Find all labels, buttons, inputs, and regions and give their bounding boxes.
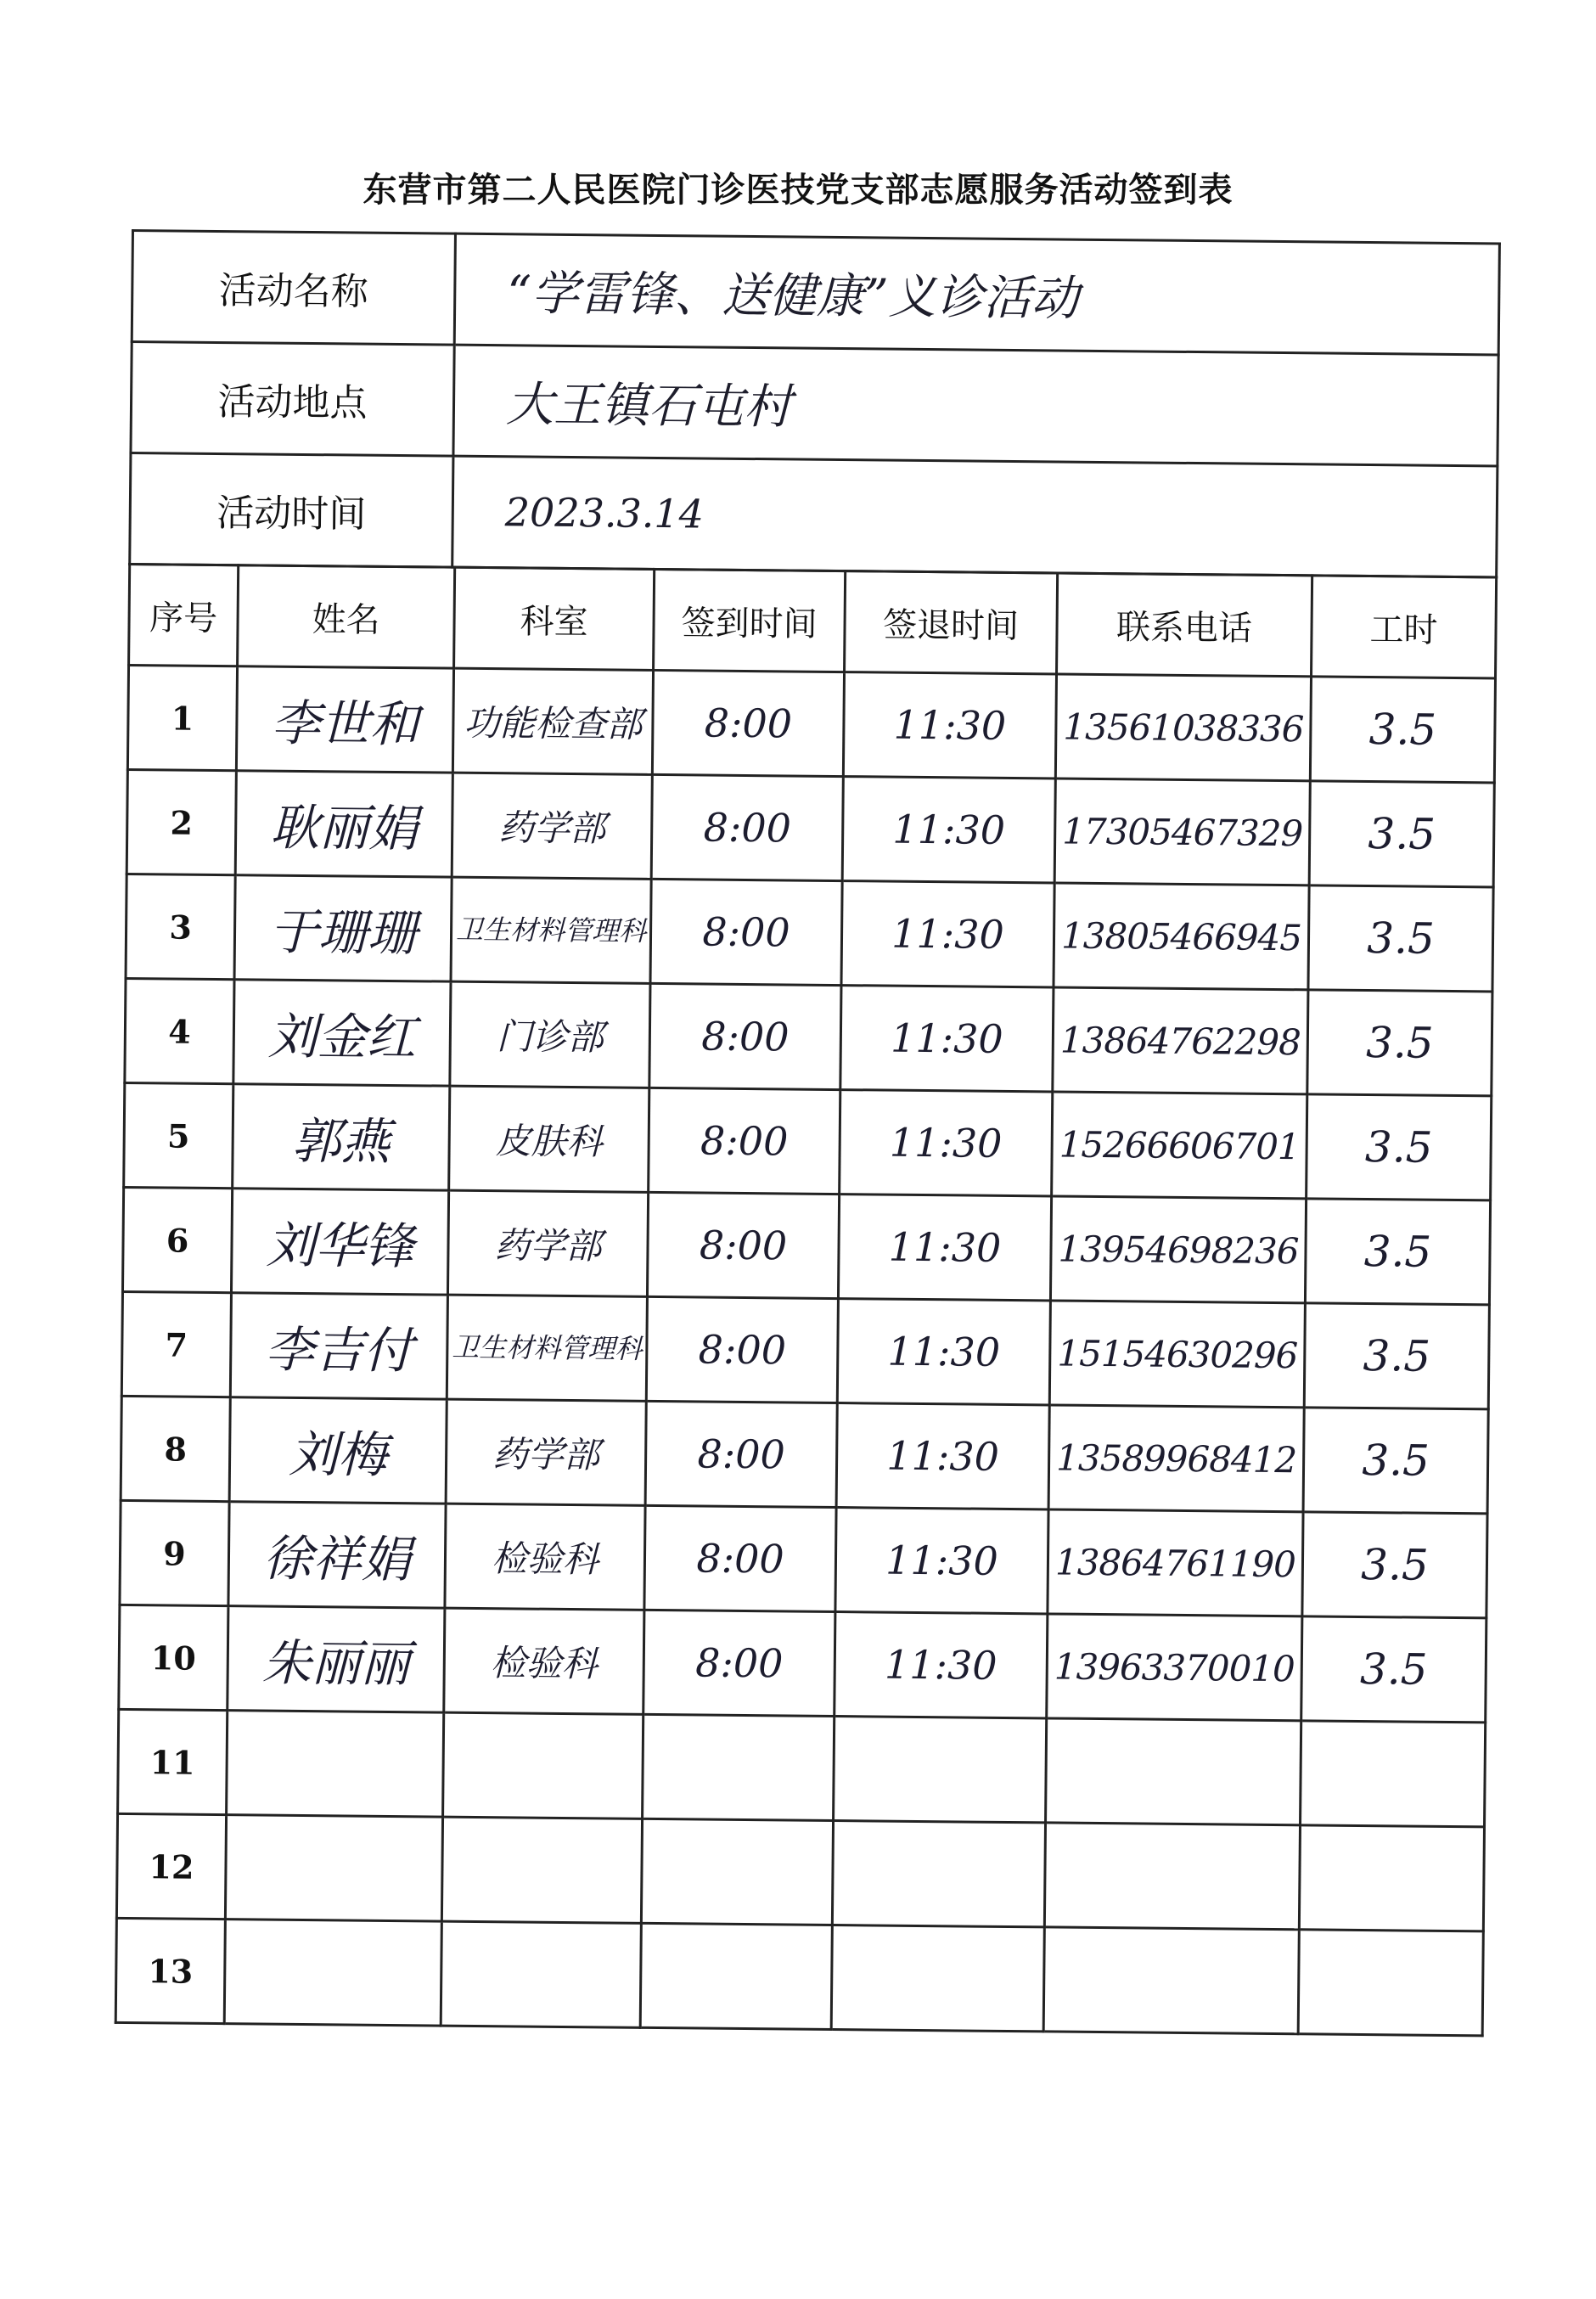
signout-time-cell: 11:30: [843, 672, 1056, 779]
row-index-cell: 10: [119, 1605, 228, 1710]
signout-time-cell: 11:30: [842, 777, 1055, 883]
volunteer-name-cell: 郭燕: [233, 1084, 450, 1190]
phone-number-cell: 15154630296: [1049, 1301, 1305, 1408]
work-hours-cell: 3.5: [1305, 1199, 1490, 1305]
signin-time-cell: 8:00: [650, 879, 842, 985]
department-cell: 功能检查部: [452, 668, 653, 774]
department-cell: 药学部: [452, 773, 652, 879]
phone-number-cell: 13805466945: [1054, 883, 1309, 990]
signin-time-cell: 8:00: [649, 1088, 840, 1194]
phone-number-cell: 13954698236: [1050, 1196, 1306, 1303]
row-index-cell: 2: [126, 769, 236, 874]
header-signout-time: 签退时间: [845, 571, 1058, 674]
phone-number-cell: 13561038336: [1055, 674, 1311, 781]
signout-time-cell: 11:30: [837, 1299, 1050, 1405]
volunteer-name-cell: [224, 1920, 441, 2026]
department-cell: 门诊部: [450, 981, 650, 1088]
signin-time-cell: 8:00: [652, 670, 844, 776]
signin-time-cell: [640, 1923, 832, 2029]
volunteer-name-cell: 刘金红: [233, 980, 451, 1086]
department-cell: 检验科: [444, 1608, 644, 1714]
volunteer-name-cell: 李吉付: [230, 1293, 447, 1399]
department-cell: 检验科: [445, 1504, 645, 1610]
row-index-cell: 13: [115, 1918, 225, 2023]
row-index-cell: 1: [127, 665, 237, 770]
department-cell: [441, 1817, 642, 1923]
header-department: 科室: [454, 567, 655, 670]
signin-time-cell: 8:00: [649, 983, 841, 1089]
signout-time-cell: 11:30: [838, 1194, 1051, 1301]
table-row: [115, 1918, 1483, 2035]
table-row: [126, 874, 1493, 991]
signout-time-cell: [834, 1717, 1047, 1823]
volunteer-name-cell: 朱丽丽: [228, 1606, 445, 1712]
activity-time-row: [130, 453, 1498, 577]
activity-location-row: [131, 342, 1498, 466]
department-cell: [443, 1712, 643, 1818]
table-row: [120, 1500, 1487, 1617]
activity-location-label: 活动地点: [131, 342, 454, 457]
phone-number-cell: 17305467329: [1054, 779, 1310, 885]
signout-time-cell: 11:30: [840, 1090, 1053, 1196]
phone-number-cell: [1043, 1927, 1299, 2034]
department-cell: 卫生材料管理科: [447, 1295, 647, 1401]
department-cell: [441, 1921, 641, 2027]
header-signin-time: 签到时间: [654, 569, 846, 672]
activity-name-row: [132, 231, 1499, 355]
table-row: [118, 1709, 1486, 1826]
activity-name-value: “学雷锋、送健康”义诊活动: [454, 233, 1499, 355]
table-row: [119, 1605, 1486, 1722]
volunteer-name-cell: [225, 1815, 442, 1921]
signin-table: [115, 563, 1498, 2037]
work-hours-cell: 3.5: [1308, 885, 1493, 992]
table-row: [121, 1291, 1489, 1408]
signin-time-cell: 8:00: [644, 1505, 836, 1611]
row-index-cell: 9: [120, 1500, 229, 1605]
table-row: [121, 1396, 1488, 1513]
document-title: 东营市第二人民医院门诊医技党支部志愿服务活动签到表: [362, 170, 1234, 210]
row-index-cell: 11: [118, 1709, 228, 1814]
signout-time-cell: [832, 1821, 1045, 1927]
table-row: [122, 1187, 1490, 1304]
table-row: [124, 1082, 1492, 1200]
work-hours-cell: 3.5: [1310, 677, 1495, 783]
header-hours: 工时: [1312, 576, 1497, 678]
phone-number-cell: 13864761190: [1048, 1509, 1303, 1616]
row-index-cell: 7: [121, 1291, 231, 1397]
volunteer-name-cell: [227, 1711, 444, 1817]
phone-number-cell: 15266606701: [1052, 1092, 1307, 1199]
signin-time-cell: 8:00: [645, 1401, 837, 1507]
work-hours-cell: 3.5: [1303, 1408, 1488, 1514]
phone-number-cell: 13963370010: [1047, 1614, 1302, 1721]
phone-number-cell: 13864762298: [1053, 987, 1308, 1094]
signin-form: [115, 229, 1498, 2037]
signin-time-cell: 8:00: [643, 1610, 835, 1716]
table-row: [116, 1813, 1484, 1931]
activity-info-table: [128, 229, 1501, 578]
table-row: [127, 665, 1495, 782]
work-hours-cell: 3.5: [1302, 1512, 1487, 1618]
signout-time-cell: 11:30: [835, 1612, 1048, 1718]
department-cell: 卫生材料管理科: [451, 877, 651, 983]
signout-time-cell: 11:30: [836, 1403, 1049, 1509]
phone-number-cell: 13589968412: [1048, 1405, 1304, 1512]
signout-time-cell: 11:30: [841, 881, 1054, 987]
header-name: 姓名: [238, 565, 455, 668]
header-index: 序号: [129, 564, 239, 666]
work-hours-cell: 3.5: [1304, 1303, 1489, 1409]
table-row: [126, 769, 1494, 886]
work-hours-cell: 3.5: [1301, 1616, 1486, 1723]
table-row: [125, 978, 1492, 1095]
activity-time-value: 2023.3.14: [452, 456, 1498, 577]
work-hours-cell: 3.5: [1307, 990, 1492, 1096]
signin-time-cell: [643, 1714, 835, 1820]
work-hours-cell: [1299, 1825, 1484, 1931]
signout-time-cell: [831, 1925, 1044, 2032]
volunteer-name-cell: 李世和: [236, 666, 453, 773]
volunteer-name-cell: 耿丽娟: [235, 771, 452, 877]
activity-name-label: 活动名称: [132, 231, 455, 346]
department-cell: 药学部: [446, 1399, 646, 1505]
signin-time-cell: 8:00: [651, 774, 843, 880]
volunteer-name-cell: 于珊珊: [234, 875, 452, 981]
signout-time-cell: 11:30: [835, 1508, 1048, 1614]
volunteer-name-cell: 刘梅: [229, 1397, 447, 1504]
signout-time-cell: 11:30: [840, 986, 1054, 1092]
row-index-cell: 4: [125, 978, 234, 1083]
row-index-cell: 3: [126, 874, 235, 979]
work-hours-cell: [1301, 1721, 1486, 1827]
row-index-cell: 6: [122, 1187, 232, 1292]
table-header-row: [129, 564, 1497, 677]
activity-location-value: 大王镇石屯村: [453, 345, 1498, 466]
row-index-cell: 8: [121, 1396, 230, 1501]
activity-time-label: 活动时间: [130, 453, 453, 568]
signin-time-cell: 8:00: [647, 1192, 839, 1298]
phone-number-cell: [1046, 1718, 1301, 1825]
work-hours-cell: 3.5: [1307, 1094, 1492, 1200]
volunteer-name-cell: 徐祥娟: [228, 1502, 446, 1608]
department-cell: 药学部: [447, 1190, 648, 1296]
signin-time-cell: 8:00: [646, 1296, 838, 1402]
phone-number-cell: [1044, 1823, 1300, 1930]
work-hours-cell: 3.5: [1309, 781, 1494, 887]
department-cell: 皮肤科: [449, 1086, 649, 1192]
row-index-cell: 12: [116, 1813, 226, 1919]
volunteer-name-cell: 刘华锋: [231, 1189, 448, 1295]
signin-time-cell: [641, 1818, 833, 1925]
work-hours-cell: [1298, 1930, 1483, 2036]
header-phone: 联系电话: [1057, 573, 1312, 677]
row-index-cell: 5: [124, 1082, 233, 1188]
